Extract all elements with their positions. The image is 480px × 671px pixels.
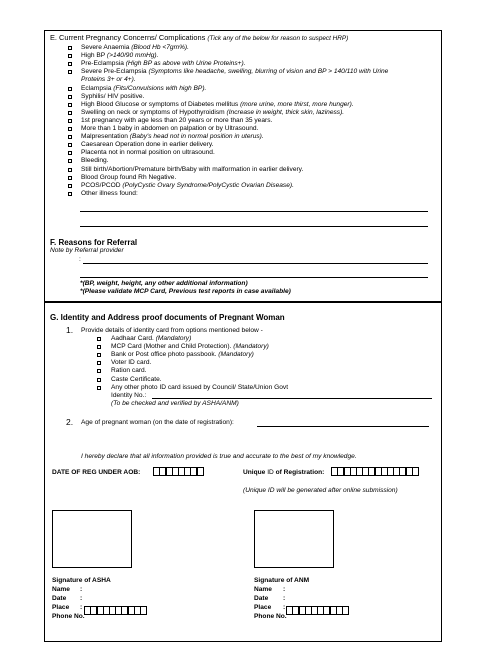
- concern-item: [81, 68, 388, 76]
- id-option-note: (Mandatory): [218, 351, 254, 359]
- asha-signature-label: Signature of ASHA: [52, 577, 111, 584]
- id-option: [111, 384, 288, 392]
- asha-signature-box[interactable]: [52, 510, 132, 568]
- referral-note-line-1[interactable]: [83, 263, 428, 264]
- date-reg-cells[interactable]: [154, 467, 204, 476]
- id-option-checkbox[interactable]: [97, 345, 101, 349]
- concern-note: (PolyCystic Ovary Syndrome/PolyCystic Ovarian Disease).: [122, 181, 294, 189]
- section-f-subheading: Note by Referral provider: [50, 247, 124, 254]
- id-option-checkbox[interactable]: [97, 361, 101, 365]
- uid-label-c: of Registration:: [273, 469, 325, 476]
- concern-note: (>140/90 mmHg).: [106, 52, 159, 60]
- concern-text: PCOS/PCOD: [81, 181, 121, 189]
- concern-note: (more urine, more thirst, more hunger).: [240, 100, 354, 108]
- referral-colon: :: [79, 256, 81, 263]
- referral-note-1: *(BP, weight, height, any other additional information): [80, 280, 248, 287]
- uid-cells[interactable]: [332, 467, 419, 476]
- date-reg-label: DATE OF REG UNDER AOB:: [52, 469, 141, 476]
- anm-name-label: Name: [254, 586, 272, 593]
- other-illness-line-2: [80, 226, 428, 227]
- concern-checkbox[interactable]: [68, 192, 72, 196]
- anm-date-label: Date: [254, 595, 269, 602]
- id-option-text: Caste Certificate.: [111, 375, 162, 383]
- age-line[interactable]: [257, 426, 429, 427]
- q2-text: Age of pregnant woman (on the date of registration):: [81, 419, 234, 426]
- concern-item: [81, 85, 206, 93]
- q2-number: 2.: [66, 417, 74, 427]
- concern-note: (Symptoms like headache, swelling, blurring of vision and BP > 140/110 with Urine: [148, 68, 389, 76]
- asha-date-label: Date: [52, 595, 67, 602]
- anm-phone-label: Phone No.: [254, 613, 287, 620]
- concern-note: (Fits/Convulsions with high BP).: [113, 84, 207, 92]
- concern-checkbox[interactable]: [68, 127, 72, 131]
- concern-checkbox[interactable]: [68, 103, 72, 107]
- id-option: [111, 376, 162, 384]
- concern-checkbox[interactable]: [68, 135, 72, 139]
- concern-text: Malpresentation: [81, 133, 128, 141]
- section-f-heading: F. Reasons for Referral: [50, 238, 138, 247]
- section-e-heading-row: [50, 33, 348, 43]
- concern-checkbox[interactable]: [68, 143, 72, 147]
- concern-item: [81, 44, 189, 52]
- id-option-note: (Mandatory): [155, 335, 192, 342]
- concern-item: [81, 93, 144, 101]
- asha-name-label: Name: [52, 586, 70, 593]
- declaration-text: I hereby declare that all information provided is true and accurate to the best of my knowledge.: [81, 453, 357, 460]
- concern-checkbox[interactable]: [68, 111, 72, 115]
- identity-no-label: Identity No.:: [111, 392, 147, 399]
- id-option: [111, 351, 254, 359]
- id-option: [111, 335, 191, 343]
- concern-checkbox[interactable]: [68, 168, 72, 172]
- id-option-text: Bank or Post office photo passbook.: [111, 351, 217, 359]
- id-option-checkbox[interactable]: [97, 386, 101, 390]
- concern-text: Blood Group found Rh Negative.: [81, 173, 177, 181]
- id-option: [111, 359, 151, 367]
- concern-text: High Blood Glucose or symptoms of Diabetes mellitus: [81, 100, 239, 108]
- concern-text: Severe Anaemia: [81, 44, 130, 51]
- asha-place-colon: :: [80, 604, 83, 611]
- id-option: [111, 343, 269, 351]
- concern-checkbox[interactable]: [68, 159, 72, 163]
- id-option-checkbox[interactable]: [97, 369, 101, 373]
- referral-note-line-2[interactable]: [80, 277, 428, 278]
- concern-text: 1st pregnancy with age less than 20 years or more than 35 years.: [81, 116, 273, 124]
- anm-name-colon: :: [283, 586, 286, 593]
- concern-item: [81, 60, 246, 68]
- anm-place-label: Place: [254, 604, 272, 611]
- id-option-text: Aadhaar Card.: [111, 335, 154, 342]
- concern-item: [81, 76, 136, 84]
- id-option-text: Any other photo ID card issued by Council/ State/Union Govt: [111, 383, 289, 391]
- concern-item: [81, 157, 109, 165]
- uid-label: [243, 469, 324, 477]
- concern-item: [81, 109, 344, 117]
- id-option-text: MCP Card (Mother and Child Protection).: [111, 343, 232, 351]
- anm-date-colon: :: [283, 595, 286, 602]
- other-illness-line-1: [80, 211, 428, 212]
- concern-checkbox[interactable]: [68, 54, 72, 58]
- id-option-checkbox[interactable]: [97, 353, 101, 357]
- concern-item: [81, 166, 303, 174]
- id-option-text: Voter ID card.: [111, 359, 152, 367]
- concern-checkbox[interactable]: [68, 151, 72, 155]
- q1-number: 1.: [66, 325, 74, 335]
- anm-signature-box[interactable]: [254, 510, 334, 568]
- asha-name-colon: :: [80, 586, 83, 593]
- section-e-heading: E. Current Pregnancy Concerns/ Complications: [50, 33, 206, 42]
- asha-date-colon: :: [80, 595, 83, 602]
- id-option-note: (Mandatory): [233, 343, 269, 351]
- concern-text: Placenta not in normal position on ultrasound.: [81, 149, 215, 157]
- concern-checkbox[interactable]: [68, 119, 72, 123]
- concern-note: (Baby's head not in normal position in uterus).: [129, 133, 264, 141]
- concern-item: [81, 182, 294, 190]
- concern-checkbox[interactable]: [68, 184, 72, 188]
- concern-item: [81, 133, 264, 141]
- concern-item: [81, 125, 258, 133]
- asha-phone-cells[interactable]: [85, 606, 147, 615]
- concern-text: Caesarean Operation done in earlier delivery.: [81, 141, 214, 149]
- asha-phone-label: Phone No.: [52, 613, 85, 620]
- concern-checkbox[interactable]: [68, 46, 72, 50]
- uid-label-a: Unique: [243, 469, 268, 476]
- referral-note-2: *(Please validate MCP Card, Previous test reports in case available): [80, 288, 291, 295]
- concern-item: [81, 52, 158, 60]
- uid-label-b: ID: [267, 469, 274, 476]
- concern-text: More than 1 baby in abdomen on palpation or by Ultrasound.: [81, 125, 259, 132]
- uid-note: (Unique ID will be generated after online submission): [243, 487, 398, 494]
- concern-note: (High BP as above with Urine Proteins+).: [125, 60, 246, 68]
- id-option-text: Ration card.: [111, 367, 147, 375]
- concern-text: Eclampsia: [81, 84, 112, 92]
- anm-phone-cells[interactable]: [287, 606, 349, 615]
- identity-no-line[interactable]: [152, 398, 432, 399]
- verify-note: (To be checked and verified by ASHA/ANM): [111, 400, 239, 407]
- concern-text: Syphilis/ HIV positive.: [81, 92, 145, 100]
- anm-place-colon: :: [283, 604, 286, 611]
- concern-checkbox[interactable]: [68, 95, 72, 99]
- concern-item: [81, 117, 272, 125]
- q1-text: Provide details of identity card from options mentioned below -: [81, 327, 263, 334]
- id-option-checkbox[interactable]: [97, 337, 101, 341]
- concern-checkbox[interactable]: [68, 176, 72, 180]
- section-e-heading-note: (Tick any of the below for reason to suspect HRP): [207, 35, 349, 42]
- concern-text: Other illness found:: [81, 189, 138, 197]
- concern-item: [81, 141, 214, 149]
- id-option: [111, 367, 147, 375]
- concern-checkbox[interactable]: [68, 87, 72, 91]
- concern-item: [81, 149, 215, 157]
- concern-item: [81, 174, 176, 182]
- id-option-checkbox[interactable]: [97, 378, 101, 382]
- concern-text: High BP: [81, 52, 106, 60]
- asha-place-label: Place: [52, 604, 70, 611]
- anm-signature-label: Signature of ANM: [254, 577, 310, 584]
- concern-checkbox[interactable]: [68, 70, 72, 74]
- concern-item: [81, 101, 354, 109]
- concern-note: (Increase in weight, thick skin, laziness).: [226, 108, 345, 116]
- concern-note: Proteins 3+ or 4+).: [81, 76, 136, 84]
- concern-item: [81, 190, 138, 198]
- concern-text: Pre-Eclampsia: [81, 60, 124, 68]
- concern-text: Still birth/Abortion/Premature birth/Baby with malformation in earlier delivery.: [81, 165, 304, 173]
- concern-text: Swelling on neck or symptoms of Hypothyroidism: [81, 108, 225, 116]
- section-g-heading: G. Identity and Address proof documents of Pregnant Woman: [50, 313, 285, 322]
- concern-checkbox[interactable]: [68, 62, 72, 66]
- concern-note: (Blood Hb <7gm%).: [131, 44, 189, 51]
- concern-text: Severe Pre-Eclampsia: [81, 68, 147, 76]
- concern-text: Bleeding.: [81, 157, 109, 165]
